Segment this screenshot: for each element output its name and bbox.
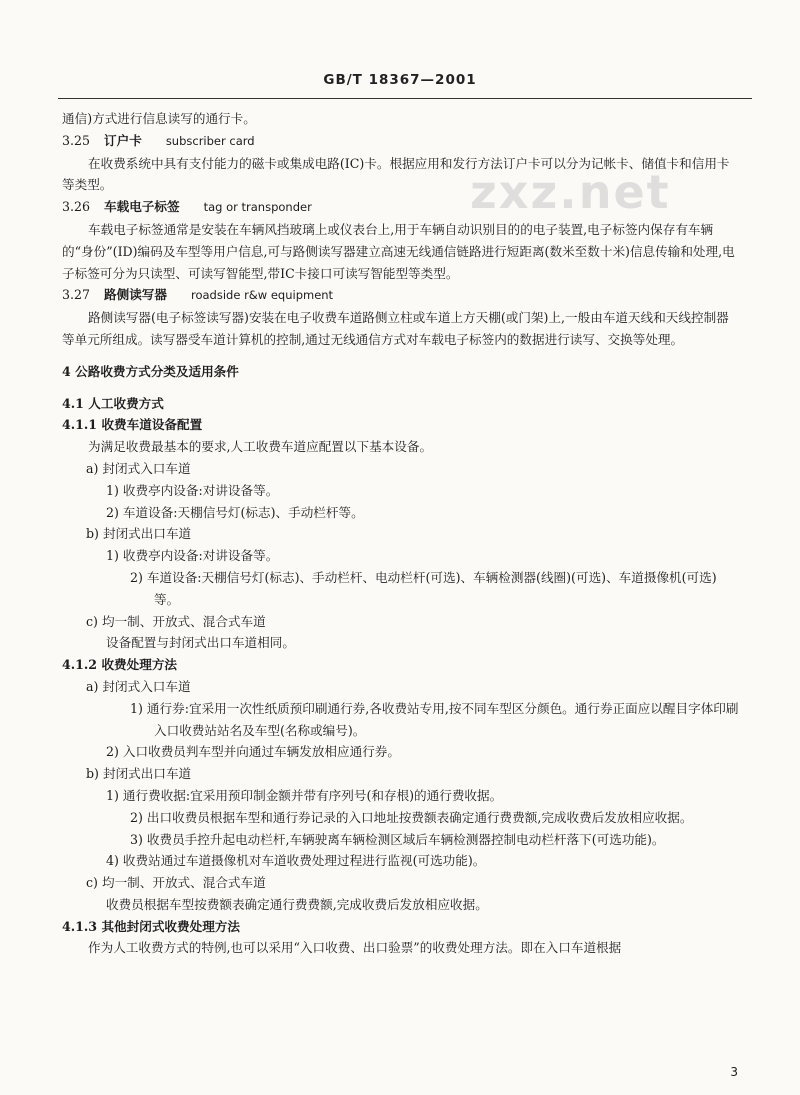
term-chinese: 订户卡 [104,132,142,148]
term-3-26 [62,196,740,219]
list-item: 2) 车道设备:天棚信号灯(标志)、手动栏杆、电动栏杆(可选)、车辆检测器(线圈)(可选)、车道摄像机(可选)等。 [130,569,717,607]
term-number: 3.27 [62,287,91,303]
section-heading-4-1: 4.1 人工收费方式 [62,395,164,411]
document-body [62,108,740,959]
list-item: 1) 收费亭内设备:对讲设备等。 [106,482,279,498]
section-heading-4-1-1: 4.1.1 收费车道设备配置 [62,417,203,433]
list-item: 1) 通行费收据:宜采用预印制金额并带有序列号(和存根)的通行费收据。 [106,787,503,803]
watermark: zxz.net [470,165,671,219]
text-line: 设备配置与封闭式出口车道相同。 [106,635,295,651]
list-item: b) 封闭式出口车道 [86,766,192,782]
list-item: a) 封闭式入口车道 [86,460,191,476]
term-english: subscriber card [165,133,255,148]
term-chinese: 车载电子标签 [104,199,180,215]
text-line: 通信)方式进行信息读写的通行卡。 [62,111,256,126]
term-number: 3.26 [62,199,91,215]
list-item: 2) 车道设备:天棚信号灯(标志)、手动栏杆等。 [106,504,364,520]
text-line: 作为人工收费方式的特例,也可以采用“入口收费、出口验票”的收费处理方法。即在入口车道根据 [88,940,622,956]
term-number: 3.25 [62,132,91,148]
list-item: 1) 收费亭内设备:对讲设备等。 [106,548,279,564]
text-line: 收费员根据车型按费额表确定通行费费额,完成收费后发放相应收据。 [106,896,488,912]
term-3-27 [62,284,740,307]
term-chinese: 路侧读写器 [104,287,167,303]
section-heading-4: 4 公路收费方式分类及适用条件 [62,363,239,379]
section-heading-4-1-3: 4.1.3 其他封闭式收费处理方法 [62,918,240,934]
term-3-25 [62,130,740,153]
list-item: c) 均一制、开放式、混合式车道 [86,613,266,629]
list-item: c) 均一制、开放式、混合式车道 [86,875,266,891]
list-item: 2) 出口收费员根据车型和通行券记录的入口地址按费额表确定通行费费额,完成收费后发放相应收据。 [130,809,693,825]
header-rule [58,98,752,99]
page-number: 3 [730,1065,738,1079]
list-item: 4) 收费站通过车道摄像机对车道收费处理过程进行监视(可选功能)。 [106,853,486,869]
standard-code-header: GB/T 18367—2001 [323,72,477,88]
term-definition: 在收费系统中具有支付能力的磁卡或集成电路(IC)卡。根据应用和发行方法订户卡可以分为记帐卡、储值卡和信用卡等类型。 [62,155,730,193]
term-english: roadside r&w equipment [191,288,334,303]
term-definition: 车载电子标签通常是安装在车辆风挡玻璃上或仪表台上,用于车辆自动识别目的的电子装置,电子标签内保存有车辆的“身份”(ID)编码及车型等用户信息,可与路侧读写器建立高速无线通信链路进行短距离(数米至数十米)信息传输和处理,电子标签可分为只读型、可读写智能型,带IC卡接口可读写智能型等类型。 [62,221,735,281]
list-item: a) 封闭式入口车道 [86,678,191,694]
term-definition: 路侧读写器(电子标签读写器)安装在电子收费车道路侧立柱或车道上方天棚(或门架)上,一般由车道天线和天线控制器等单元所组成。读写器受车道计算机的控制,通过无线通信方式对车载电子标签内的数据进行读写、交换等处理。 [62,310,729,347]
section-heading-4-1-2: 4.1.2 收费处理方法 [62,657,178,673]
list-item: 2) 入口收费员判车型并向通过车辆发放相应通行券。 [106,744,400,760]
term-english: tag or transponder [203,200,312,215]
list-item: 1) 通行券:宜采用一次性纸质预印刷通行券,各收费站专用,按不同车型区分颜色。通行券正面应以醒目字体印刷入口收费站站名及车型(名称或编号)。 [130,700,739,738]
list-item: 3) 收费员手控升起电动栏杆,车辆驶离车辆检测区域后车辆检测器控制电动栏杆落下(可选功能)。 [130,831,665,847]
text-line: 为满足收费最基本的要求,人工收费车道应配置以下基本设备。 [88,439,433,455]
list-item: b) 封闭式出口车道 [86,526,192,542]
